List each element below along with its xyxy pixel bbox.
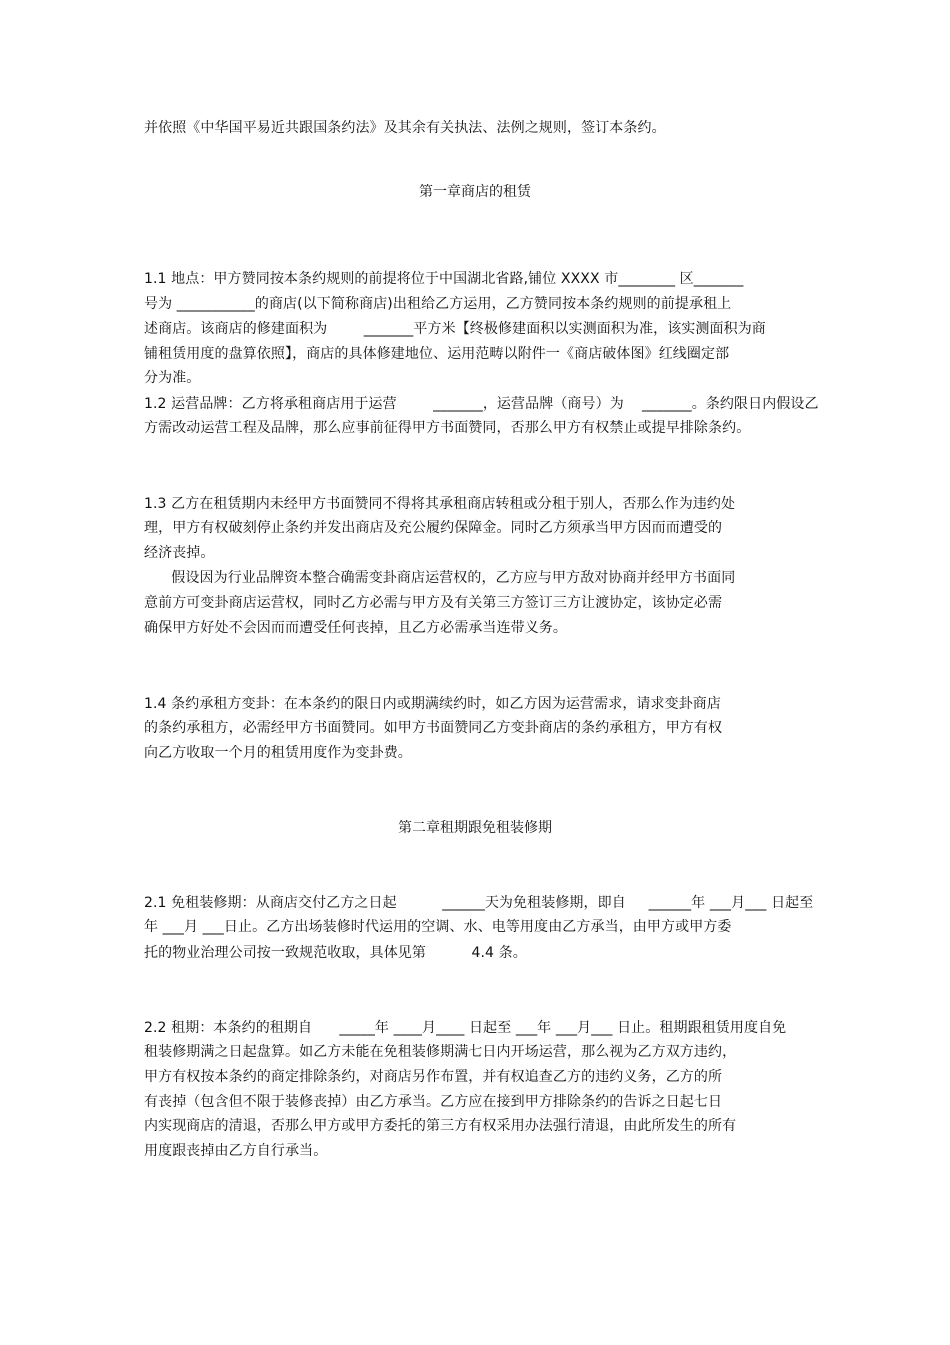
clause-2-2-line: 2.2 租期：本条约的租期自 _____年 ____月____ 日起至 ___年 ___月___ 日止。租期跟租赁用度自免 bbox=[144, 1020, 787, 1036]
intro-paragraph: 并依照《中华国平易近共跟国条约法》及其余有关执法、法例之规则，签订本条约。 bbox=[144, 120, 666, 136]
clause-2-1-line: 托的物业治理公司按一致规范收取，具体见第 4.4 条。 bbox=[144, 945, 527, 961]
clause-1-1-line: 号为 ___________的商店(以下简称商店)出租给乙方运用，乙方赞同按本条约规则的前提承租上 bbox=[144, 296, 732, 312]
clause-2-2-line: 甲方有权按本条约的商定排除条约，对商店另作布置，并有权追查乙方的违约义务，乙方的所 bbox=[144, 1069, 723, 1085]
clause-2-2-line: 有丧掉（包含但不限于装修丧掉）由乙方承当。乙方应在接到甲方排除条约的告诉之日起七日 bbox=[144, 1094, 723, 1110]
chapter-2-heading: 第二章租期跟免租装修期 bbox=[398, 820, 552, 836]
clause-2-1-line: 年 ___月 ___日止。乙方出场装修时代运用的空调、水、电等用度由乙方承当，由甲方或甲方委 bbox=[144, 919, 732, 935]
clause-1-3-line: 1.3 乙方在租赁期内未经甲方书面赞同不得将其承租商店转租或分租于别人，否那么作为违约处 bbox=[144, 496, 736, 512]
clause-1-1-line: 分为准。 bbox=[144, 370, 201, 386]
clause-1-4-line: 的条约承租方，必需经甲方书面赞同。如甲方书面赞同乙方变卦商店的条约承租方，甲方有权 bbox=[144, 720, 723, 736]
clause-1-1-line: 述商店。该商店的修建面积为 _______平方米【终极修建面积以实测面积为准，该实测面积为商 bbox=[144, 321, 766, 337]
clause-1-4-line: 1.4 条约承租方变卦：在本条约的限日内或期满续约时，如乙方因为运营需求，请求变卦商店 bbox=[144, 696, 722, 712]
clause-1-3-line: 确保甲方好处不会因而而遭受任何丧掉，且乙方必需承当连带义务。 bbox=[144, 620, 567, 636]
clause-1-4-line: 向乙方收取一个月的租赁用度作为变卦费。 bbox=[144, 745, 412, 761]
clause-1-1-line: 1.1 地点：甲方赞同按本条约规则的前提将位于中国湖北省路,铺位 XXXX 市________ 区_______ bbox=[144, 271, 744, 287]
clause-1-2-line: 1.2 运营品牌：乙方将承租商店用于运营 _______，运营品牌（商号）为 _______。条约限日内假设乙 bbox=[144, 396, 819, 412]
clause-1-3-line: 假设因为行业品牌资本整合确需变卦商店运营权的，乙方应与甲方敌对协商并经甲方书面同 bbox=[144, 570, 736, 586]
clause-1-1-line: 铺租赁用度的盘算依照】，商店的具体修建地位、运用范畴以附件一《商店破体图》红线圈定部 bbox=[144, 346, 730, 362]
clause-1-2-line: 方需改动运营工程及品牌，那么应事前征得甲方书面赞同，否那么甲方有权禁止或提早排除条约。 bbox=[144, 420, 751, 436]
clause-1-3-line: 理，甲方有权破刻停止条约并发出商店及充公履约保障金。同时乙方须承当甲方因而而遭受的 bbox=[144, 520, 723, 536]
clause-2-2-line: 租装修期满之日起盘算。如乙方未能在免租装修期满七日内开场运营，那么视为乙方双方违约， bbox=[144, 1044, 737, 1060]
clause-2-2-line: 用度跟丧掉由乙方自行承当。 bbox=[144, 1143, 328, 1159]
clause-1-3-line: 经济丧掉。 bbox=[144, 545, 215, 561]
clause-2-1-line: 2.1 免租装修期：从商店交付乙方之日起 ______天为免租装修期，即自 ______年 ___月___ 日起至 bbox=[144, 895, 814, 911]
clause-2-2-line: 内实现商店的清退，否那么甲方或甲方委托的第三方有权采用办法强行清退，由此所发生的所有 bbox=[144, 1118, 737, 1134]
clause-1-3-line: 意前方可变卦商店运营权，同时乙方必需与甲方及有关第三方签订三方让渡协定，该协定必需 bbox=[144, 595, 723, 611]
chapter-1-heading: 第一章商店的租赁 bbox=[419, 184, 531, 200]
